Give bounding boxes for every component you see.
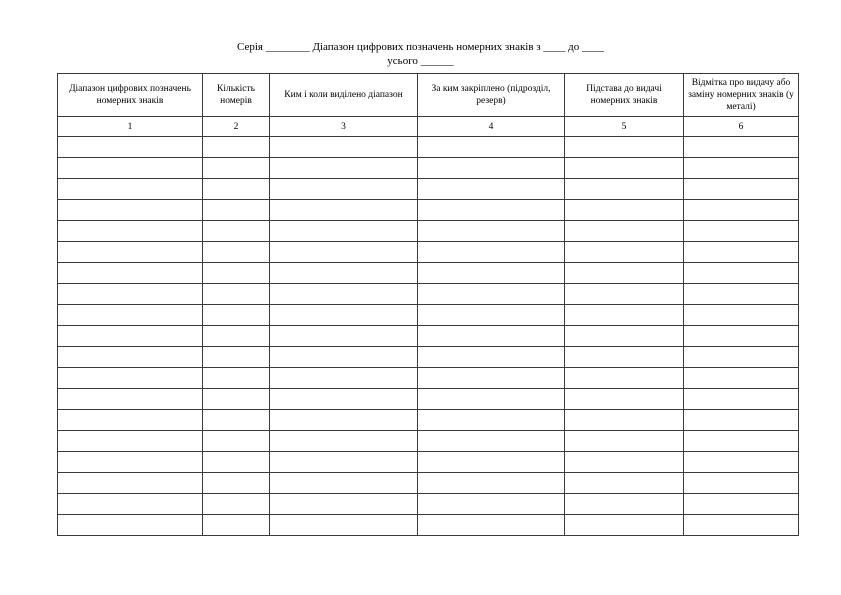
table-cell (58, 200, 203, 221)
table-cell (270, 473, 418, 494)
table-cell (418, 347, 565, 368)
table-cell (418, 284, 565, 305)
table-cell (565, 410, 684, 431)
table-cell (58, 431, 203, 452)
table-cell (565, 242, 684, 263)
table-cell (565, 431, 684, 452)
table-cell (203, 284, 270, 305)
table-cell (684, 137, 799, 158)
table-cell (418, 263, 565, 284)
table-cell (58, 179, 203, 200)
table-cell (58, 242, 203, 263)
table-cell (684, 242, 799, 263)
column-number-2: 2 (203, 117, 270, 137)
table-cell (270, 200, 418, 221)
table-cell (418, 431, 565, 452)
table-row (58, 368, 799, 389)
table-row (58, 263, 799, 284)
table-cell (203, 347, 270, 368)
table-cell (684, 494, 799, 515)
table-cell (270, 242, 418, 263)
table-cell (684, 263, 799, 284)
table-cell (565, 284, 684, 305)
table-cell (684, 473, 799, 494)
table-cell (418, 473, 565, 494)
table-cell (203, 410, 270, 431)
table-cell (270, 515, 418, 536)
table-row (58, 242, 799, 263)
table-row (58, 494, 799, 515)
table-cell (58, 515, 203, 536)
table-cell (684, 305, 799, 326)
table-row (58, 284, 799, 305)
table-cell (203, 263, 270, 284)
table-cell (58, 158, 203, 179)
table-cell (203, 431, 270, 452)
table-cell (565, 179, 684, 200)
table-cell (418, 221, 565, 242)
table-cell (565, 452, 684, 473)
table-cell (58, 410, 203, 431)
table-row (58, 515, 799, 536)
form-heading (0, 40, 841, 68)
table-cell (270, 431, 418, 452)
table-cell (565, 326, 684, 347)
table-cell (565, 473, 684, 494)
table-cell (270, 284, 418, 305)
table-cell (684, 389, 799, 410)
table-cell (565, 263, 684, 284)
table-cell (203, 326, 270, 347)
table-row (58, 221, 799, 242)
heading-series-range-line: Серія ________ Діапазон цифрових позначень номерних знаків з ____ до ____ (236, 41, 604, 53)
table-cell (58, 326, 203, 347)
table-cell (418, 389, 565, 410)
table-cell (203, 305, 270, 326)
table-cell (565, 200, 684, 221)
table-cell (418, 242, 565, 263)
table-cell (270, 410, 418, 431)
table-row (58, 347, 799, 368)
table-cell (418, 452, 565, 473)
table-row (58, 137, 799, 158)
table-cell (203, 179, 270, 200)
table-cell (58, 452, 203, 473)
table-cell (203, 452, 270, 473)
table-cell (270, 368, 418, 389)
number-ranges-table (57, 73, 799, 536)
table-cell (270, 305, 418, 326)
table-cell (684, 326, 799, 347)
heading-total-line: усього ______ (387, 55, 454, 67)
table-cell (58, 284, 203, 305)
table-row (58, 200, 799, 221)
table-cell (270, 347, 418, 368)
table-cell (418, 410, 565, 431)
table-cell (203, 242, 270, 263)
table-header-row (58, 74, 799, 117)
table-cell (684, 368, 799, 389)
table-cell (565, 389, 684, 410)
table-cell (418, 179, 565, 200)
table-cell (270, 137, 418, 158)
table-row (58, 326, 799, 347)
table-row (58, 305, 799, 326)
header-issuance-basis: Підстава до видачі номерних знаків (565, 74, 684, 117)
header-number-count: Кількість номерів (203, 74, 270, 117)
table-cell (203, 389, 270, 410)
header-allocated-by-when: Ким і коли виділено діапазон (270, 74, 418, 117)
table-row (58, 179, 799, 200)
table-cell (270, 263, 418, 284)
table-cell (684, 284, 799, 305)
table-cell (418, 158, 565, 179)
table-cell (58, 347, 203, 368)
table-cell (684, 431, 799, 452)
table-cell (418, 137, 565, 158)
table-cell (203, 137, 270, 158)
table-cell (203, 515, 270, 536)
table-cell (203, 494, 270, 515)
column-number-1: 1 (58, 117, 203, 137)
table-cell (684, 515, 799, 536)
table-cell (684, 347, 799, 368)
table-row (58, 431, 799, 452)
table-cell (684, 410, 799, 431)
table-row (58, 410, 799, 431)
table-cell (565, 515, 684, 536)
header-assigned-to: За ким закріплено (підрозділ, резерв) (418, 74, 565, 117)
table-cell (418, 515, 565, 536)
table-row (58, 158, 799, 179)
table-cell (565, 368, 684, 389)
table-cell (418, 494, 565, 515)
table-cell (684, 200, 799, 221)
table-cell (565, 137, 684, 158)
table-cell (203, 368, 270, 389)
table-cell (270, 326, 418, 347)
table-cell (270, 452, 418, 473)
column-number-4: 4 (418, 117, 565, 137)
table-row (58, 473, 799, 494)
column-number-6: 6 (684, 117, 799, 137)
table-cell (58, 137, 203, 158)
table-row (58, 389, 799, 410)
column-number-row (58, 117, 799, 137)
column-number-3: 3 (270, 117, 418, 137)
table-cell (270, 158, 418, 179)
table-cell (270, 179, 418, 200)
table-cell (684, 221, 799, 242)
table-cell (203, 221, 270, 242)
table-cell (203, 473, 270, 494)
table-cell (684, 158, 799, 179)
table-cell (684, 452, 799, 473)
table-cell (58, 494, 203, 515)
table-cell (58, 389, 203, 410)
table-cell (58, 263, 203, 284)
table-cell (418, 368, 565, 389)
table-cell (418, 326, 565, 347)
table-cell (203, 158, 270, 179)
table-cell (58, 221, 203, 242)
table-cell (565, 221, 684, 242)
table-cell (58, 368, 203, 389)
table-cell (565, 494, 684, 515)
header-range-designations: Діапазон цифрових позначень номерних знаків (58, 74, 203, 117)
table-cell (270, 389, 418, 410)
table-cell (203, 200, 270, 221)
table-cell (58, 305, 203, 326)
header-issue-replacement-mark: Відмітка про видачу або заміну номерних знаків (у металі) (684, 74, 799, 117)
table-cell (270, 494, 418, 515)
table-cell (684, 179, 799, 200)
table-cell (565, 305, 684, 326)
table-cell (270, 221, 418, 242)
column-number-5: 5 (565, 117, 684, 137)
table-cell (565, 347, 684, 368)
table-row (58, 452, 799, 473)
table-cell (418, 305, 565, 326)
table-cell (58, 473, 203, 494)
table-cell (565, 158, 684, 179)
table-cell (418, 200, 565, 221)
